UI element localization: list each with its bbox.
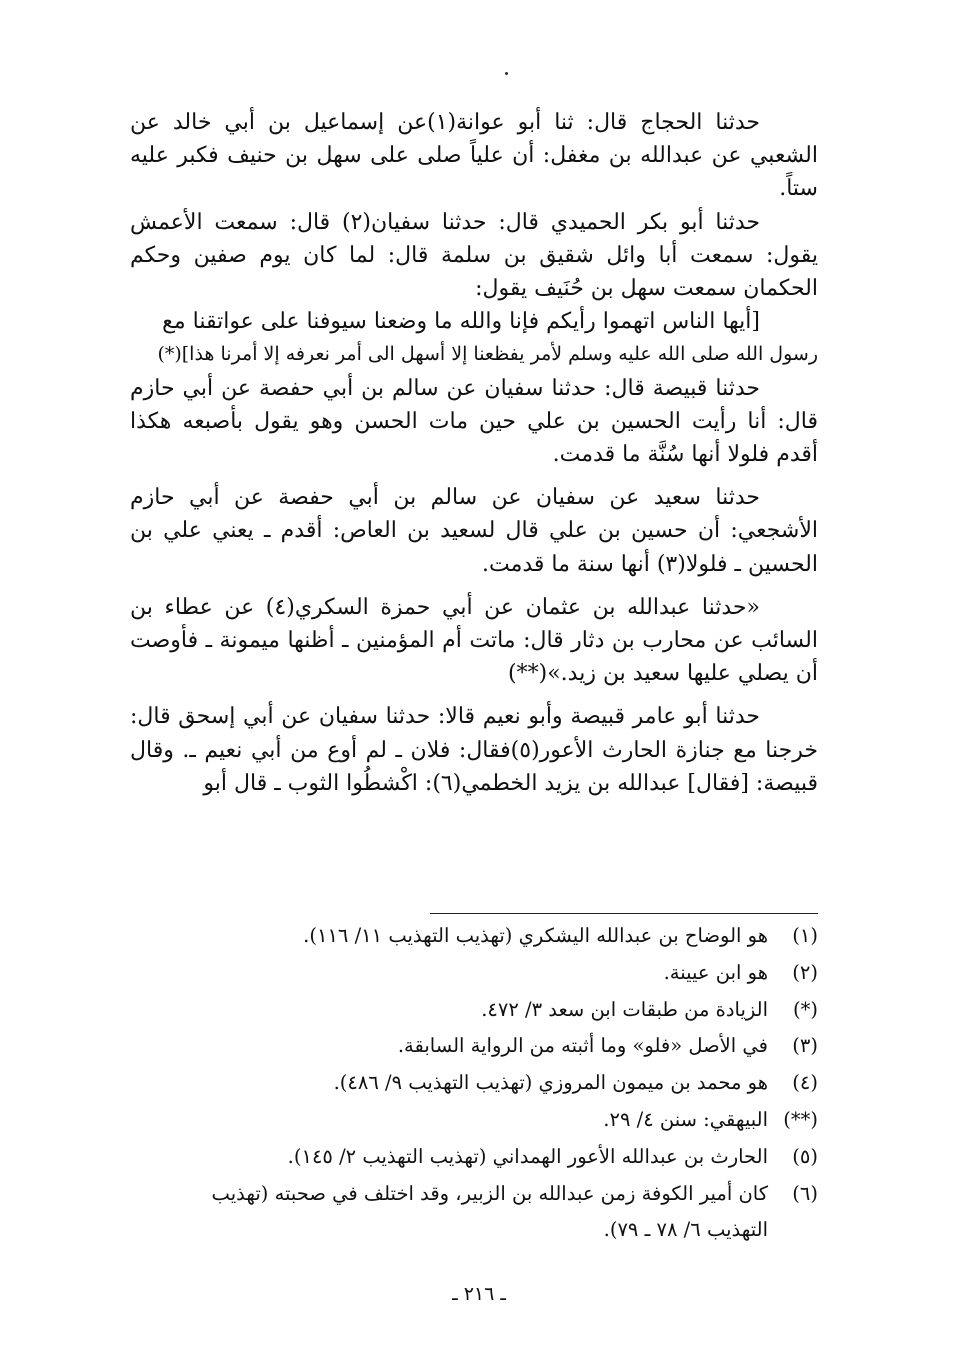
footnote-text: الزيادة من طبقات ابن سعد ٣/ ٤٧٢.	[481, 997, 768, 1021]
footnote-marker: (١)	[792, 924, 818, 947]
footnote-marker: (٣)	[792, 1034, 818, 1058]
main-text	[130, 106, 818, 800]
paragraph: حدثنا أبو بكر الحميدي قال: حدثنا سفيان(٢) قال: سمعت الأعمش يقول: سمعت أبا وائل شقيق بن سلمة قال: لما كان يوم صفين وحكم الحكمان سمعت سهل بن حُنَيف يقول:	[130, 209, 818, 302]
speck-mark	[505, 72, 508, 75]
quoted-paragraph-continuation: رسول الله صلى الله عليه وسلم لأمر يفظعنا إلا أسهل الى أمر نعرفه إلا أمرنا هذا](*)	[157, 343, 818, 366]
footnote-text: هو ابن عيينة.	[663, 960, 768, 984]
footnotes	[200, 918, 818, 1249]
footnote	[200, 918, 818, 955]
footnote	[200, 992, 818, 1029]
footnote-marker: (٢)	[792, 960, 818, 984]
footnote-text: البيهقي: سنن ٤/ ٢٩.	[603, 1107, 768, 1131]
footnote	[200, 955, 818, 992]
footnote-marker: (٥)	[792, 1144, 818, 1168]
paragraph: «حدثنا عبدالله بن عثمان عن أبي حمزة السكري(٤) عن عطاء بن السائب عن محارب بن دثار قال: ماتت أم المؤمنين ـ أظنها ميمونة ـ فأوصت أن يصلي عليها سعيد بن زيد.»(**)	[130, 594, 818, 687]
footnote-marker: (*)	[793, 997, 818, 1021]
footnote-text: هو الوضاح بن عبدالله اليشكري (تهذيب التهذيب ١١/ ١١٦).	[303, 924, 768, 947]
footnote	[200, 1176, 818, 1250]
footnote	[200, 1139, 818, 1176]
footnote-separator	[430, 913, 818, 914]
footnote-text: الحارث بن عبدالله الأعور الهمداني (تهذيب التهذيب ٢/ ١٤٥).	[287, 1144, 768, 1168]
paragraph: حدثنا الحجاج قال: ثنا أبو عوانة(١)عن إسماعيل بن أبي خالد عن الشعبي عن عبدالله بن مغفل: أن علياً صلى على سهل بن حنيف فكبر عليه ستاً.	[130, 110, 818, 202]
footnote-marker: (٦)	[792, 1181, 818, 1205]
footnote	[200, 1065, 818, 1102]
footnote-marker: (٤)	[792, 1071, 818, 1095]
paragraph: حدثنا أبو عامر قبيصة وأبو نعيم قالا: حدثنا سفيان عن أبي إسحق قال: خرجنا مع جنازة الحارث الأعور(٥)فقال: فلان ـ لم أوع من أبي نعيم ـ. وقال قبيصة: [فقال] عبدالله بن يزيد الخطمي(٦): اكْشطُوا الثوب ـ قال أبو	[130, 704, 818, 796]
quoted-paragraph: [أيها الناس اتهموا رأيكم فإنا والله ما وضعنا سيوفنا على عواتقنا مع	[162, 309, 760, 335]
footnote	[200, 1102, 818, 1139]
footnote-text: كان أمير الكوفة زمن عبدالله بن الزبير، وقد اختلف في صحبته (تهذيب التهذيب ٦/ ٧٨ ـ ٧٩).	[211, 1181, 768, 1242]
page-number: ـ ٢١٦ ـ	[452, 1283, 506, 1305]
footnote-text: في الأصل «فلو» وما أثبته من الرواية السابقة.	[397, 1034, 768, 1058]
footnote-text: هو محمد بن ميمون المروزي (تهذيب التهذيب ٩/ ٤٨٦).	[333, 1071, 768, 1095]
footnote-marker: (**)	[783, 1107, 818, 1131]
footnote	[200, 1028, 818, 1065]
paragraph: حدثنا سعيد عن سفيان عن سالم بن أبي حفصة عن أبي حازم الأشجعي: أن حسين بن علي قال لسعيد بن العاص: أقدم ـ يعني علي بن الحسين ـ فلولا(٣) أنها سنة ما قدمت.	[130, 485, 818, 577]
paragraph: حدثنا قبيصة قال: حدثنا سفيان عن سالم بن أبي حفصة عن أبي حازم قال: أنا رأيت الحسين بن علي حين مات الحسن وهو يقول بأصبعه هكذا أقدم فلولا أنها سُنَّة ما قدمت.	[130, 375, 818, 468]
